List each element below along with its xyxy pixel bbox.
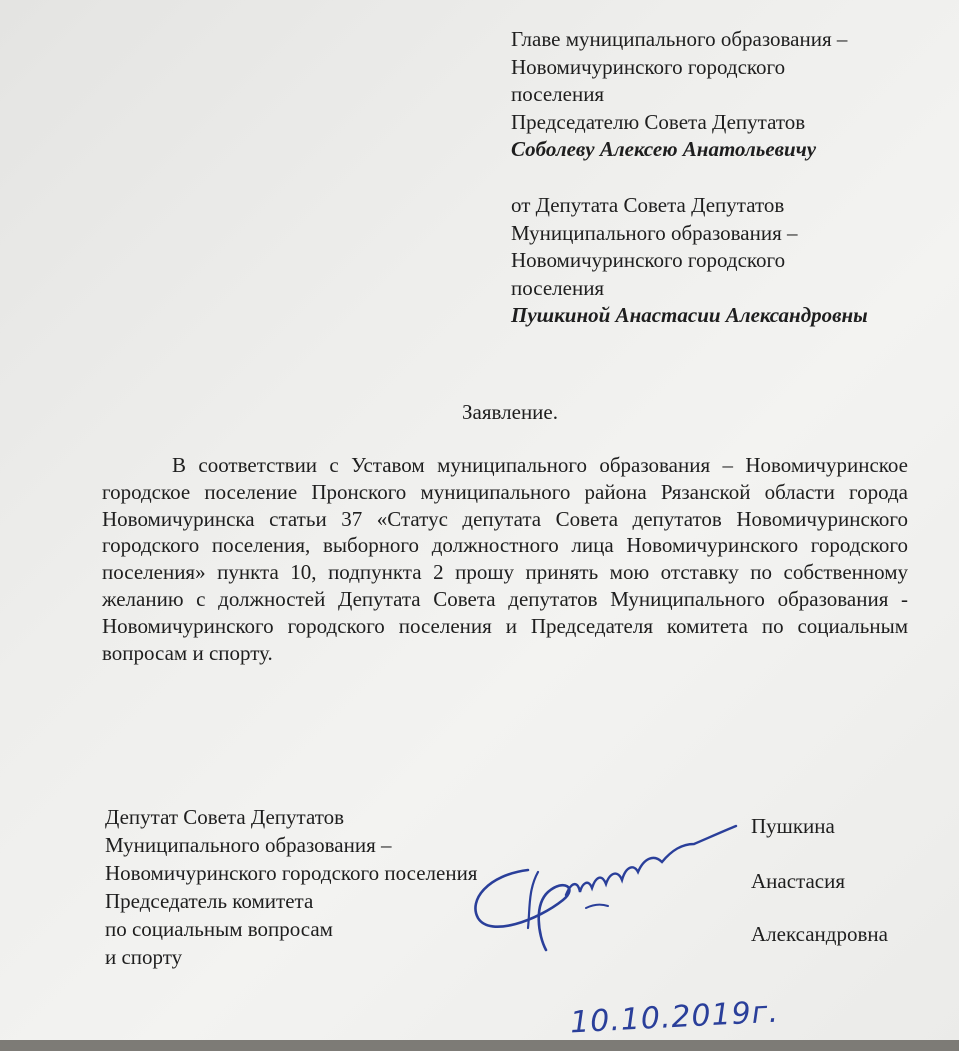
- handwritten-date: 10.10.2019г.: [569, 994, 780, 1041]
- sender-block: [511, 192, 941, 330]
- addressee-line-2: Новомичуринского городского: [511, 54, 786, 79]
- signatory-surname: Пушкина: [751, 814, 835, 838]
- sender-name: Пушкиной Анастасии Александровны: [511, 303, 868, 327]
- signatory-patronymic: Александровна: [751, 922, 888, 946]
- addressee-block: [511, 26, 941, 164]
- sender-line-4: поселения: [511, 275, 605, 300]
- addressee-line-4: Председателю Совета Депутатов: [511, 109, 806, 134]
- signatory-line-5: по социальным вопросам: [105, 917, 333, 941]
- sender-line-2: Муниципального образования –: [511, 220, 798, 245]
- signatory-line-2: Муниципального образования –: [105, 833, 392, 857]
- addressee-name: Соболеву Алексею Анатольевичу: [511, 137, 817, 161]
- sender-line-3: Новомичуринского городского: [511, 248, 786, 272]
- page-bottom-edge: [0, 1040, 959, 1051]
- statement-body: В соответствии с Уставом муниципального образования – Новомичуринское городское поселение Пронского муниципального района Рязанской области города Новомичуринска статьи 37 «Статус депутата Совета депутатов Новомичуринского городского поселения, выборного должностного лица Новомичуринского городского поселения» пункта 10, подпункта 2 прошу принять мою отставку по собственному желанию с должностей Депутата Совета депутатов Муниципального образования - Новомичуринского городского поселения и Председателя комитета по социальным вопросам и спорту.: [102, 453, 908, 665]
- handwritten-signature: [468, 800, 738, 960]
- document-title: Заявление.: [462, 400, 558, 424]
- sender-line-1: от Депутата Совета Депутатов: [511, 193, 785, 217]
- signatory-line-3: Новомичуринского городского поселения: [105, 861, 478, 885]
- addressee-line-1: Главе муниципального образования –: [511, 27, 848, 51]
- addressee-line-3: поселения: [511, 82, 605, 106]
- signatory-line-4: Председатель комитета: [105, 889, 314, 913]
- signatory-line-1: Депутат Совета Депутатов: [105, 805, 345, 829]
- signatory-first-name: Анастасия: [751, 869, 846, 893]
- signatory-line-6: и спорту: [105, 945, 183, 969]
